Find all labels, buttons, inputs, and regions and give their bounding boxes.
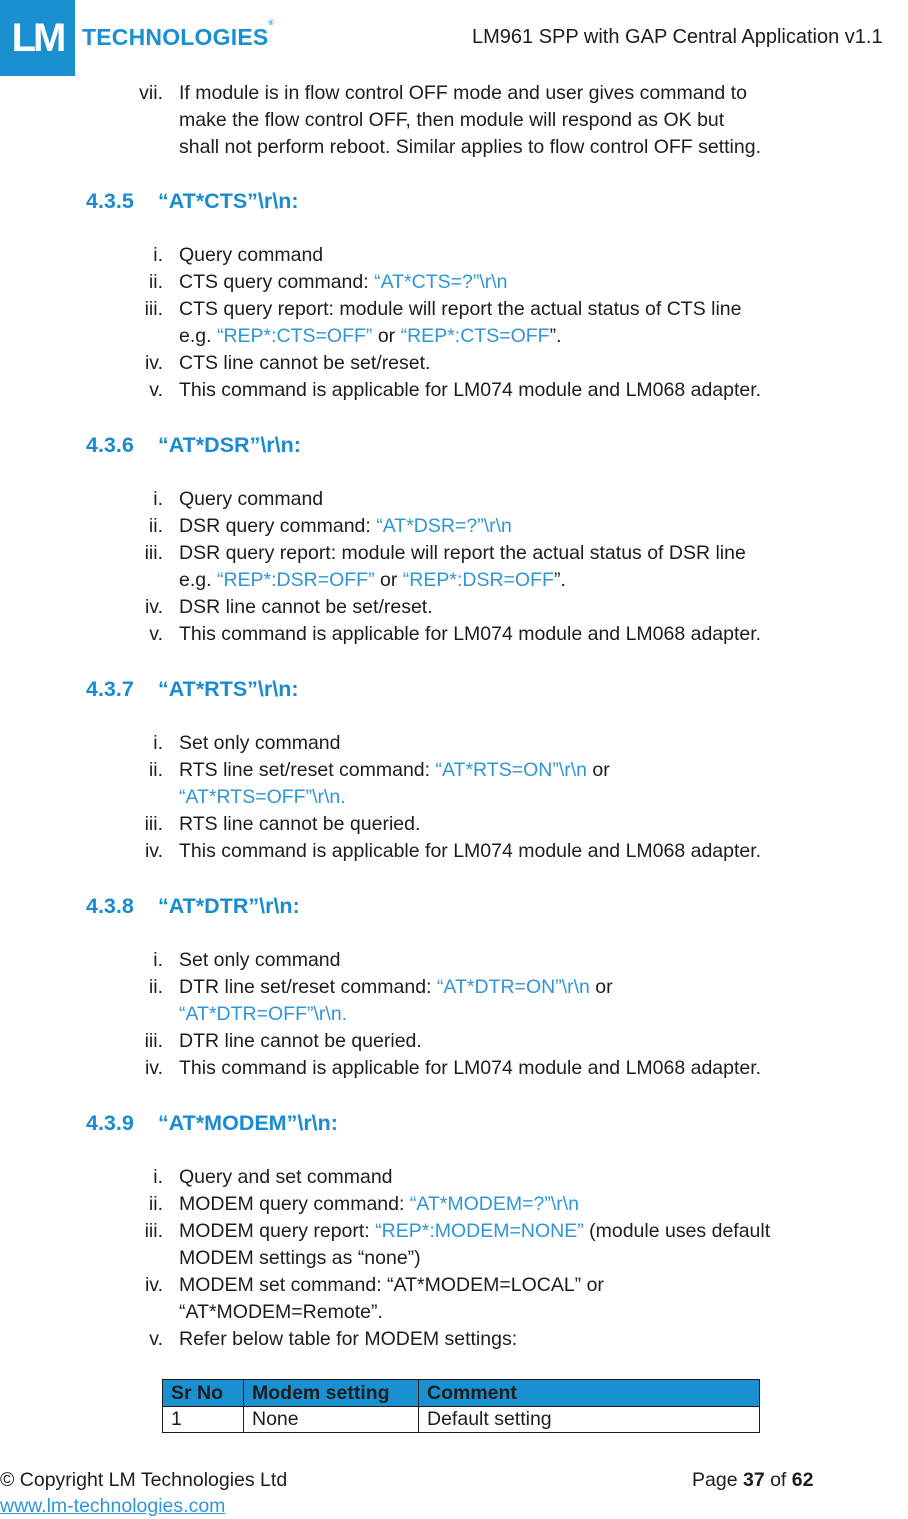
logo-wordmark <box>82 20 274 51</box>
table-header-row <box>163 1380 760 1407</box>
command-text: “AT*RTS=OFF”\r\n. <box>179 786 346 808</box>
list-item-text: Query and set command <box>179 1166 393 1188</box>
list-item-text: MODEM query command: “AT*MODEM=?”\r\n <box>179 1193 580 1215</box>
list-item-text: e.g. “REP*:CTS=OFF” or “REP*:CTS=OFF”. <box>179 325 562 347</box>
list-item-text: CTS line cannot be set/reset. <box>179 352 431 374</box>
list-number: iv. <box>144 352 163 374</box>
list-item-text: MODEM settings as “none”) <box>179 1247 421 1269</box>
list-item-text: RTS line cannot be queried. <box>179 813 421 835</box>
list-item-text: This command is applicable for LM074 module and LM068 adapter. <box>179 1057 762 1079</box>
table-header-cell: Comment <box>419 1380 760 1407</box>
document-title: LM961 SPP with GAP Central Application v1.1 <box>472 26 883 48</box>
table-cell: 1 <box>163 1407 244 1433</box>
table-cell: Default setting <box>419 1407 760 1433</box>
list-number: iii. <box>144 542 163 564</box>
list-item-text: RTS line set/reset command: “AT*RTS=ON”\r\n or <box>179 759 610 781</box>
list-item-text: This command is applicable for LM074 module and LM068 adapter. <box>179 379 762 401</box>
list-number: v. <box>149 623 163 645</box>
section-heading-4-3-8: 4.3.8 “AT*DTR”\r\n: <box>86 894 300 918</box>
section-heading-4-3-9: 4.3.9 “AT*MODEM”\r\n: <box>86 1111 338 1135</box>
list-item-text: shall not perform reboot. Similar applies to flow control OFF setting. <box>179 136 761 158</box>
list-number: ii. <box>148 515 163 537</box>
list-number: iii. <box>144 298 163 320</box>
list-item-text: This command is applicable for LM074 module and LM068 adapter. <box>179 623 762 645</box>
list-number: iii. <box>144 1220 163 1242</box>
logo-registered: ® <box>268 20 274 27</box>
command-text: “AT*DTR=OFF”\r\n. <box>179 1003 348 1025</box>
list-number: iv. <box>144 596 163 618</box>
list-number: iv. <box>144 1274 163 1296</box>
list-number: v. <box>149 379 163 401</box>
list-number: ii. <box>148 271 163 293</box>
list-number: vii. <box>139 82 163 104</box>
footer-copyright: © Copyright LM Technologies Ltd <box>0 1469 288 1491</box>
table-row <box>163 1407 760 1433</box>
list-item-text: MODEM query report: “REP*:MODEM=NONE” (module uses default <box>179 1220 771 1242</box>
list-item-text: Query command <box>179 488 324 510</box>
list-item-text: make the flow control OFF, then module will respond as OK but <box>179 109 725 131</box>
list-item-text: DSR line cannot be set/reset. <box>179 596 433 618</box>
section-heading-4-3-5: 4.3.5 “AT*CTS”\r\n: <box>86 189 299 213</box>
list-number: i. <box>153 488 163 510</box>
list-number: ii. <box>148 759 163 781</box>
list-item-text: Query command <box>179 244 324 266</box>
list-item-text: CTS query command: “AT*CTS=?”\r\n <box>179 271 508 293</box>
footer-website-link[interactable]: www.lm-technologies.com <box>0 1495 226 1517</box>
section-heading-4-3-6: 4.3.6 “AT*DSR”\r\n: <box>86 433 301 457</box>
list-number: v. <box>149 1328 163 1350</box>
list-item-text: Refer below table for MODEM settings: <box>179 1328 518 1350</box>
list-number: iv. <box>144 840 163 862</box>
list-item-text: CTS query report: module will report the actual status of CTS line <box>179 298 742 320</box>
modem-settings-table <box>162 1379 760 1433</box>
list-item-text: DTR line cannot be queried. <box>179 1030 422 1052</box>
list-number: ii. <box>148 1193 163 1215</box>
list-number: ii. <box>148 976 163 998</box>
section-heading-4-3-7: 4.3.7 “AT*RTS”\r\n: <box>86 677 299 701</box>
logo-word-text: TECHNOLOGIES <box>82 24 269 50</box>
list-number: iii. <box>144 1030 163 1052</box>
list-item-text: If module is in flow control OFF mode and user gives command to <box>179 82 747 104</box>
list-item-text: DSR query report: module will report the actual status of DSR line <box>179 542 746 564</box>
list-number: iv. <box>144 1057 163 1079</box>
command-text: “AT*DSR=?”\r\n <box>376 515 512 537</box>
list-item-text: MODEM set command: “AT*MODEM=LOCAL” or <box>179 1274 604 1296</box>
list-item-text: “AT*MODEM=Remote”. <box>179 1301 383 1323</box>
list-item-text: This command is applicable for LM074 module and LM068 adapter. <box>179 840 762 862</box>
command-text: “AT*CTS=?”\r\n <box>374 271 508 293</box>
table-header-cell: Sr No <box>163 1380 244 1407</box>
list-item-text: Set only command <box>179 949 341 971</box>
list-number: i. <box>153 244 163 266</box>
page-number: Page 37 of 62 <box>692 1469 814 1491</box>
list-item-text: DSR query command: “AT*DSR=?”\r\n <box>179 515 512 537</box>
table-header-cell: Modem setting <box>244 1380 419 1407</box>
logo-mark: LM <box>0 0 75 76</box>
list-number: i. <box>153 949 163 971</box>
list-item-text: DTR line set/reset command: “AT*DTR=ON”\r\n or <box>179 976 613 998</box>
list-number: iii. <box>144 813 163 835</box>
list-item-text: e.g. “REP*:DSR=OFF” or “REP*:DSR=OFF”. <box>179 569 566 591</box>
list-item-text: Set only command <box>179 732 341 754</box>
list-number: i. <box>153 732 163 754</box>
list-number: i. <box>153 1166 163 1188</box>
table-cell: None <box>244 1407 419 1433</box>
